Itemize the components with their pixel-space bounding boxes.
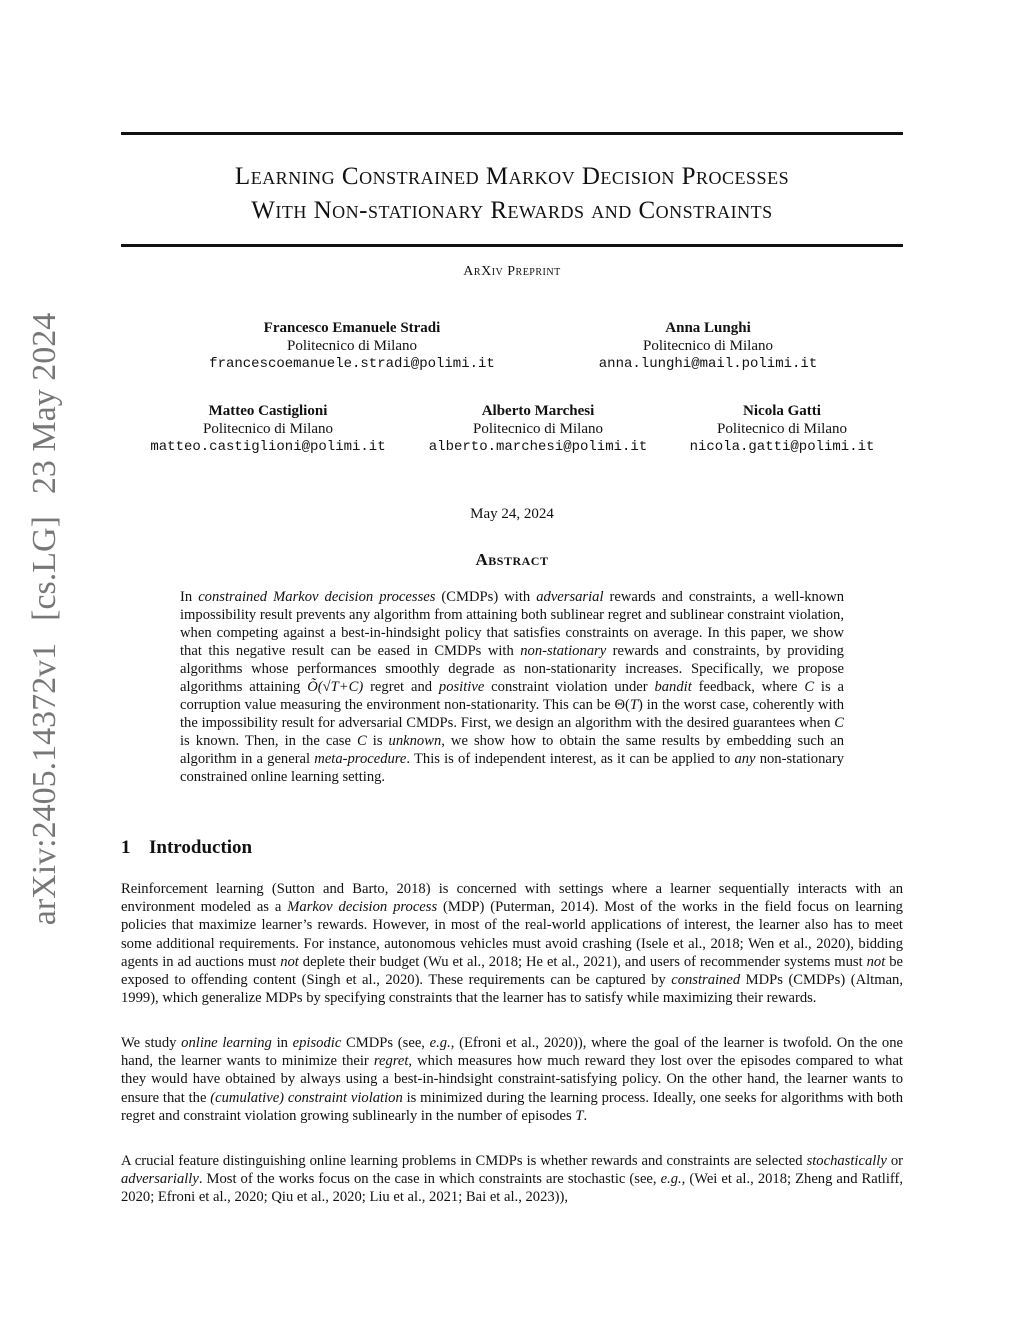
text-run: , we show how to obtain the same results by embedding such an algorithm in a general	[180, 733, 845, 767]
author-block	[578, 319, 838, 373]
text-run: constraint violation under	[484, 679, 655, 695]
section-number: 1	[121, 837, 131, 858]
text-run: MDPs (CMDPs) (Altman, 1999), which generalize MDPs by specifying constraints that the learner has to satisfy while maximizing their rewards.	[121, 972, 903, 1007]
text-run: ) in the worst case, coherently with the impossibility result for adversarial CMDPs. First, we design an algorithm with the desired guarantees when	[180, 697, 844, 731]
author-block	[138, 402, 398, 456]
emphasis-text: adversarial	[536, 589, 604, 605]
emphasis-text: non-stationary	[520, 643, 607, 659]
author-block	[182, 319, 522, 373]
author-affiliation: Politecnico di Milano	[717, 421, 847, 437]
text-run: . Most of the works focus on the case in which constraints are stochastic (see,	[198, 1171, 661, 1188]
title-top-rule	[121, 132, 903, 135]
text-run: In	[180, 589, 199, 605]
text-run: Reinforcement learning (Sutton and Barto, 2018) is concerned with settings where a learner sequentially interacts with an environment modeled as a	[121, 881, 903, 916]
author-name: Alberto Marchesi	[481, 403, 595, 419]
emphasis-text: C	[357, 733, 367, 749]
emphasis-text: regret	[373, 1053, 409, 1070]
emphasis-text: constrained Markov decision processes	[198, 589, 436, 605]
intro-paragraph-1	[121, 880, 903, 1007]
text-run: is known. Then, in the case	[180, 733, 357, 749]
text-run: , which measures how much reward they lost over the episodes compared to what they would have obtained by always using a best-in-hindsight constraint-satisfying policy. On the other hand, the learner wants to ensure that the	[121, 1053, 903, 1106]
title-bottom-rule	[121, 244, 903, 247]
author-email: francescoemanuele.stradi@polimi.it	[209, 356, 495, 372]
text-run: or	[886, 1153, 903, 1169]
emphasis-text: (cumulative) constraint violation	[210, 1089, 403, 1106]
emphasis-text: not	[866, 953, 886, 970]
text-run: non-stationary constrained online learning setting.	[180, 751, 845, 785]
author-email: anna.lunghi@mail.polimi.it	[598, 356, 818, 372]
emphasis-text: Õ(√T+C)	[307, 679, 364, 695]
emphasis-text: not	[280, 953, 299, 970]
emphasis-text: meta-procedure	[314, 751, 407, 767]
emphasis-text: episodic	[292, 1035, 342, 1051]
publication-date: May 24, 2024	[470, 506, 554, 522]
emphasis-text: e.g.	[660, 1171, 682, 1188]
emphasis-text: T	[575, 1107, 584, 1124]
paper-title-line-1: Learning Constrained Markov Decision Processes	[234, 163, 790, 190]
abstract-heading: Abstract	[475, 550, 549, 569]
emphasis-text: C	[834, 715, 844, 731]
text-run: in	[271, 1035, 293, 1051]
emphasis-text: any	[734, 751, 756, 767]
author-affiliation: Politecnico di Milano	[643, 338, 773, 354]
author-email: nicola.gatti@polimi.it	[689, 439, 875, 455]
text-run: . This is of independent interest, as it can be applied to	[406, 751, 735, 767]
section-title: Introduction	[149, 837, 253, 858]
arxiv-id: arXiv:2405.14372v1	[26, 642, 63, 926]
emphasis-text: C	[804, 679, 815, 695]
section-heading	[121, 837, 252, 859]
emphasis-text: constrained	[671, 972, 741, 989]
emphasis-text: bandit	[654, 679, 692, 695]
emphasis-text: T	[629, 697, 638, 713]
author-affiliation: Politecnico di Milano	[473, 421, 603, 437]
author-block	[676, 402, 888, 456]
text-run: is	[366, 733, 389, 749]
author-block	[408, 402, 668, 456]
author-name: Matteo Castiglioni	[208, 403, 328, 419]
emphasis-text: adversarially	[121, 1171, 199, 1188]
text-run: be exposed to offending content (Singh et al., 2020). These requirements can be captured by	[121, 953, 903, 989]
emphasis-text: Markov decision process	[287, 899, 438, 916]
emphasis-text: online learning	[181, 1035, 272, 1051]
text-run: (MDP) (Puterman, 2014). Most of the works in the field focus on learning policies that maximize learner’s rewards. However, in most of the real-world applications of interest, the learner also has to meet some additional requirements. For instance, autonomous vehicles must avoid crashing (Isele et al., 2018; Wen et al., 2020), bidding agents in ad auctions must	[121, 899, 903, 970]
text-run: A crucial feature distinguishing online learning problems in CMDPs is whether rewards and constraints are selected	[121, 1153, 807, 1169]
text-run: rewards and constraints, by providing algorithms whose performances smoothly degrade as non-stationarity increases. Specifically, we propose algorithms attaining	[180, 643, 844, 695]
author-email: matteo.castiglioni@polimi.it	[150, 439, 386, 455]
arxiv-date: 23 May 2024	[26, 312, 63, 495]
abstract-text	[180, 588, 844, 786]
emphasis-text: e.g.	[429, 1035, 451, 1051]
author-email: alberto.marchesi@polimi.it	[428, 439, 648, 455]
emphasis-text: unknown	[388, 733, 442, 749]
text-run: is minimized during the learning process. Ideally, one seeks for algorithms with both regret and constraint violation growing sublinearly in the number of episodes	[121, 1089, 903, 1124]
author-name: Francesco Emanuele Stradi	[263, 320, 441, 336]
emphasis-text: positive	[438, 679, 485, 695]
paper-title-line-2: With Non-stationary Rewards and Constraints	[251, 197, 773, 224]
text-run: regret and	[363, 679, 439, 695]
author-affiliation: Politecnico di Milano	[287, 338, 417, 354]
text-run: (CMDPs) with	[435, 589, 537, 605]
text-run: rewards and constraints, a well-known impossibility result prevents any algorithm from attaining both sublinear regret and sublinear constraint violation, when competing against a best-in-hindsight policy that satisfies constraints on average. In this paper, we show that this negative result can be eased in CMDPs with	[180, 589, 844, 659]
intro-paragraph-3	[121, 1152, 903, 1207]
author-affiliation: Politecnico di Milano	[203, 421, 333, 437]
text-run: , (Efroni et al., 2020)), where the goal of the learner is twofold. On the one hand, the learner wants to minimize their	[121, 1035, 903, 1070]
intro-paragraph-2	[121, 1034, 903, 1125]
text-run: .	[583, 1107, 588, 1124]
text-run: is a corruption value measuring the environment non-stationarity. This can be Θ(	[180, 679, 844, 713]
text-run: deplete their budget (Wu et al., 2018; He et al., 2021), and users of recommender systems must	[298, 953, 867, 970]
text-run: We study	[121, 1035, 182, 1051]
author-name: Nicola Gatti	[743, 403, 821, 419]
emphasis-text: stochastically	[806, 1153, 887, 1169]
text-run: , (Wei et al., 2018; Zheng and Ratliff, 2020; Efroni et al., 2020; Qiu et al., 2020; Liu et al., 2021; Bai et al., 2023)),	[121, 1171, 904, 1206]
arxiv-category: [cs.LG]	[26, 516, 63, 621]
arxiv-sidebar-stamp	[26, 291, 64, 925]
preprint-label: ArXiv Preprint	[463, 264, 561, 279]
text-run: CMDPs (see,	[341, 1035, 430, 1051]
author-name: Anna Lunghi	[665, 320, 751, 336]
text-run: feedback, where	[691, 679, 805, 695]
